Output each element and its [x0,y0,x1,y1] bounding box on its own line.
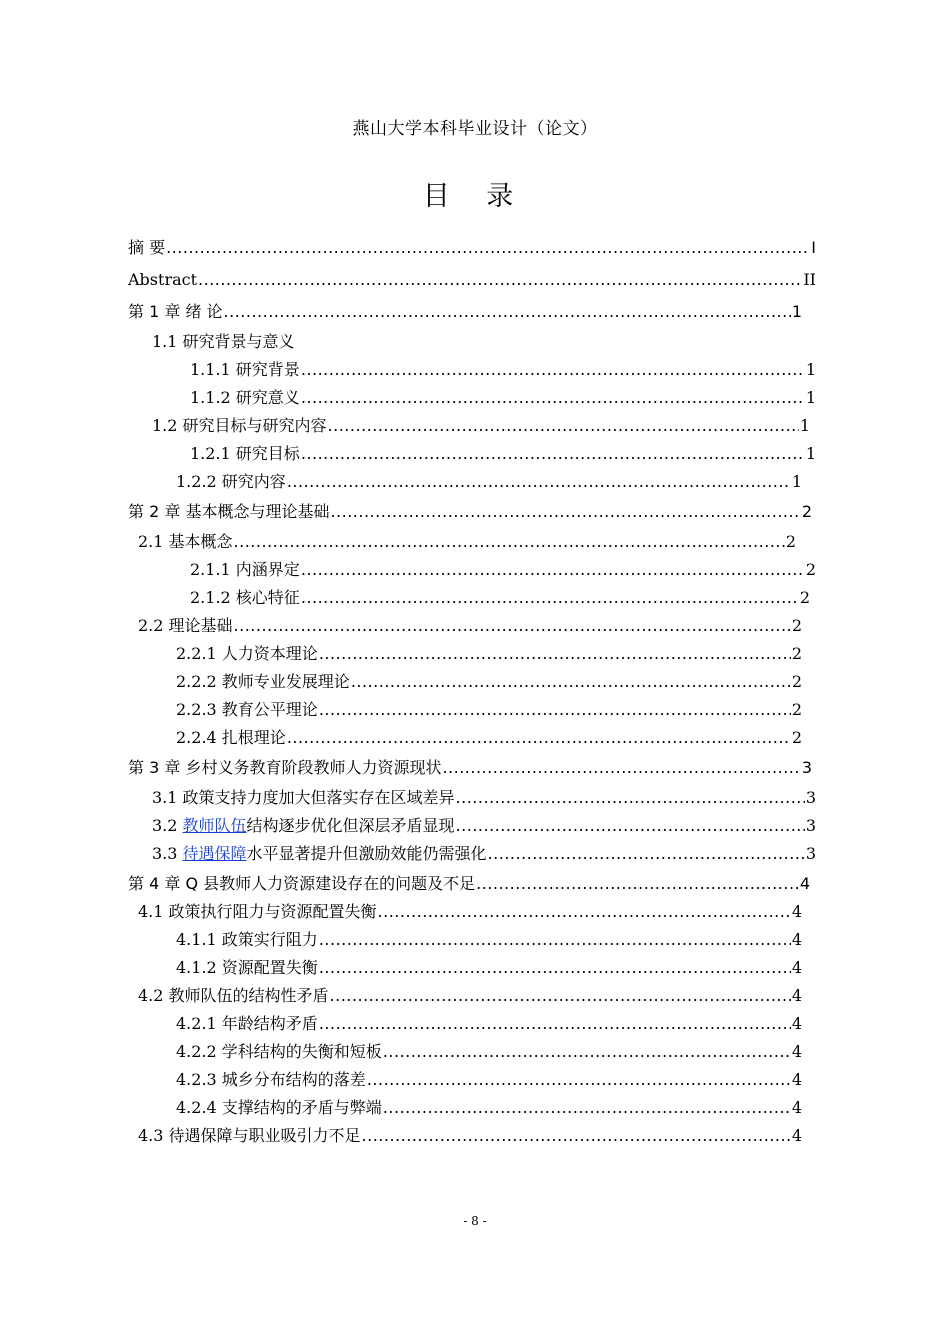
leader-dots [351,670,791,694]
leader-dots [224,300,791,324]
toc-entry-text: 2.2.1 人力资本理论 [176,644,318,663]
toc-entry-text: 1.1 研究背景与意义 [152,332,295,351]
toc-entry-3-3[interactable] [152,842,816,866]
toc-entry-4-2-4[interactable] [176,1096,802,1120]
toc-entry-text: 1.1.1 研究背景 [190,360,300,379]
toc-entry-text: 第 2 章 基本概念与理论基础 [128,502,330,521]
leader-dots [488,842,805,866]
toc-entry-1-1[interactable] [152,330,452,354]
toc-entry-text: 4.2.3 城乡分布结构的落差 [176,1070,366,1089]
toc-page-number: 4 [799,874,810,893]
toc-page-number: 1 [791,302,802,321]
leader-dots [383,1096,791,1120]
toc-page-number: 2 [801,502,812,521]
toc-entry-text: 1.2 研究目标与研究内容 [152,416,327,435]
toc-entry-text: 2.2.3 教育公平理论 [176,700,318,719]
toc-entry-text: 4.1.1 政策实行阻力 [176,930,318,949]
toc-entry-abstract-cn[interactable] [128,236,816,260]
toc-page-number: 4 [791,1126,802,1145]
leader-dots [367,1068,791,1092]
page-number-footer: - 8 - [463,1214,487,1228]
toc-entry-2-2-3[interactable] [176,698,802,722]
toc-entry-chapter-3[interactable] [128,756,812,780]
leader-dots [330,500,800,524]
toc-page-number: 4 [791,1098,802,1117]
toc-entry-text: 4.3 待遇保障与职业吸引力不足 [138,1126,361,1145]
toc-page-number: 2 [791,672,802,691]
leader-dots [378,900,791,924]
leader-dots [234,614,791,638]
leader-dots [319,928,791,952]
toc-entry-number: 3.3 [152,844,183,863]
toc-entry-text: 第 3 章 乡村义务教育阶段教师人力资源现状 [128,758,442,777]
leader-dots [319,1012,791,1036]
toc-entry-2-2-1[interactable] [176,642,802,666]
leader-dots [362,1124,791,1148]
toc-entry-remainder: 水平显著提升但激励效能仍需强化 [246,844,487,863]
toc-page-number: 2 [791,700,802,719]
toc-page-number: 4 [791,1042,802,1061]
toc-page-number: 4 [791,1014,802,1033]
leader-dots [301,442,805,466]
leader-dots [301,386,805,410]
toc-page-number: 4 [791,902,802,921]
leader-dots [301,586,799,610]
toc-entry-text: 2.1.2 核心特征 [190,588,300,607]
toc-entry-text: 4.2 教师队伍的结构性矛盾 [138,986,329,1005]
toc-entry-text: 1.2.1 研究目标 [190,444,300,463]
leader-dots [476,872,799,896]
toc-entry-text: 2.1 基本概念 [138,532,233,551]
toc-page-number: 1 [805,360,816,379]
hyperlink-teacher-team[interactable]: 教师队伍 [182,816,247,835]
toc-entry-text: 2.2.4 扎根理论 [176,728,286,747]
toc-entry-4-2-2[interactable] [176,1040,802,1064]
toc-entry-1-2-2[interactable] [176,470,802,494]
toc-page-number: 2 [785,532,796,551]
toc-page-number: 2 [791,616,802,635]
toc-entry-chapter-4[interactable] [128,872,810,896]
toc-entry-text: 4.2.2 学科结构的失衡和短板 [176,1042,382,1061]
toc-entry-text: Abstract [128,270,198,289]
leader-dots [287,726,791,750]
leader-dots [301,358,805,382]
toc-page-number: 4 [791,958,802,977]
toc-entry-number: 3.2 [152,816,183,835]
leader-dots [456,786,805,810]
toc-entry-text: 2.1.1 内涵界定 [190,560,300,579]
toc-entry-1-1-2[interactable] [190,386,816,410]
leader-dots [319,642,791,666]
toc-entry-abstract-en[interactable] [128,268,816,292]
toc-page-number: 4 [791,930,802,949]
toc-page-number: 4 [791,986,802,1005]
leader-dots [301,558,805,582]
leader-dots [234,530,785,554]
leader-dots [328,414,799,438]
toc-entry-text: 2.2 理论基础 [138,616,233,635]
toc-entry-1-2-1[interactable] [190,442,816,466]
toc-page-number: I [811,238,816,257]
toc-entry-1-2[interactable] [152,414,810,438]
toc-entry-2-2-4[interactable] [176,726,802,750]
toc-entry-text: 4.1 政策执行阻力与资源配置失衡 [138,902,377,921]
toc-entry-text: 4.2.1 年龄结构矛盾 [176,1014,318,1033]
toc-entry-chapter-1[interactable] [128,300,802,324]
leader-dots [383,1040,791,1064]
page-title: 目 录 [422,181,528,212]
toc-page-number: 2 [799,588,810,607]
toc-page-number: II [803,270,816,289]
toc-page-number: 3 [805,844,816,863]
toc-entry-3-2[interactable] [152,814,816,838]
leader-dots [166,236,810,260]
toc-page-number: 3 [805,816,816,835]
toc-page-number: 3 [805,788,816,807]
toc-entry-text: 2.2.2 教师专业发展理论 [176,672,350,691]
toc-page-number: 1 [805,388,816,407]
toc-page-number: 4 [791,1070,802,1089]
leader-dots [442,756,800,780]
toc-entry-text: 4.1.2 资源配置失衡 [176,958,318,977]
toc-page-number: 1 [805,444,816,463]
toc-page-number: 2 [805,560,816,579]
toc-page-number: 2 [791,644,802,663]
toc-entry-remainder: 结构逐步优化但深层矛盾显现 [246,816,455,835]
toc-entry-text: 1.2.2 研究内容 [176,472,286,491]
page-header: 燕山大学本科毕业设计（论文） [352,119,598,139]
toc-entry-text: 第 1 章 绪 论 [128,302,223,321]
hyperlink-salary-guarantee[interactable]: 待遇保障 [182,844,247,863]
leader-dots [330,984,791,1008]
toc-entry-2-2-2[interactable] [176,670,802,694]
leader-dots [319,698,791,722]
toc-entry-4-2-3[interactable] [176,1068,802,1092]
toc-entry-1-1-1[interactable] [190,358,816,382]
toc-entry-text: 摘 要 [128,238,166,257]
leader-dots [456,814,805,838]
toc-entry-2-2[interactable] [138,614,802,638]
toc-entry-text [152,814,455,838]
toc-entry-2-1[interactable] [138,530,796,554]
toc-page-number: 3 [801,758,812,777]
toc-entry-2-1-1[interactable] [190,558,816,582]
toc-entry-4-3[interactable] [138,1124,802,1148]
toc-entry-text: 4.2.4 支撑结构的矛盾与弊端 [176,1098,382,1117]
toc-page-number: 2 [791,728,802,747]
toc-entry-3-1[interactable] [152,786,816,810]
toc-entry-4-1[interactable] [138,900,802,924]
toc-entry-text: 1.1.2 研究意义 [190,388,300,407]
toc-page-number: 1 [799,416,810,435]
toc-entry-4-2-1[interactable] [176,1012,802,1036]
toc-entry-chapter-2[interactable] [128,500,812,524]
toc-entry-4-2[interactable] [138,984,802,1008]
toc-entry-text: 第 4 章 Q 县教师人力资源建设存在的问题及不足 [128,874,476,893]
toc-entry-2-1-2[interactable] [190,586,810,610]
leader-dots [319,956,791,980]
toc-entry-text [152,842,487,866]
toc-entry-text: 3.1 政策支持力度加大但落实存在区域差异 [152,788,455,807]
leader-dots [287,470,791,494]
toc-entry-4-1-2[interactable] [176,956,802,980]
leader-dots [198,268,802,292]
toc-page-number: 1 [791,472,802,491]
toc-entry-4-1-1[interactable] [176,928,802,952]
